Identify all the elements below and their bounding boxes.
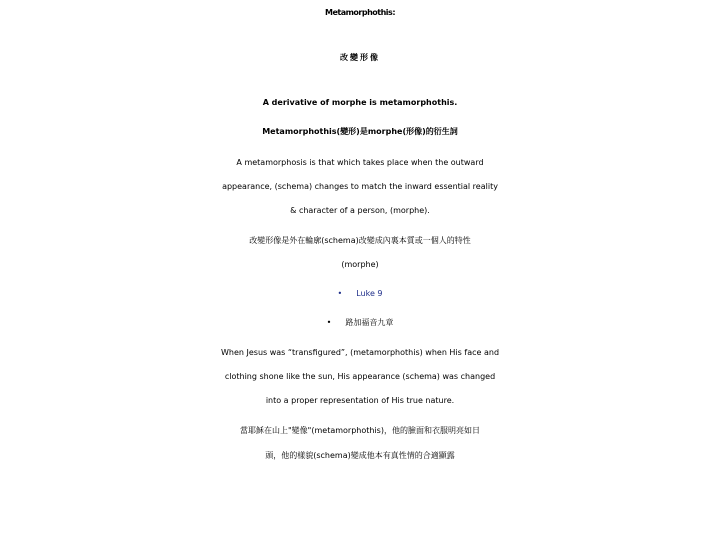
paragraph-1-line-2: appearance, (schema) changes to match the inward essential reality [222,182,498,191]
paragraph-1-line-1: A metamorphosis is that which takes place when the outward [236,158,484,167]
heading-english: A derivative of morphe is metamorphothis. [262,98,458,107]
paragraph-4-line-2: 頭，他的樣貌(schema)變成他本有真性情的合適顯露 [265,451,455,460]
bullet-text: Luke 9 [356,289,383,298]
paragraph-3-line-1: When Jesus was “transfigured”, (metamorphothis) when His face and [220,348,500,357]
bullet-luke-9 [0,289,720,298]
paragraph-3-line-3: into a proper representation of His true nature. [265,396,455,405]
bullet-marker: • [337,289,343,298]
paragraph-3-line-2: clothing shone like the sun, His appearance (schema) was changed [224,372,496,381]
heading-mixed: Metamorphothis(變形)是morphe(形像)的衍生詞 [262,127,458,136]
slide-title-chinese: 改變形像 [340,53,380,62]
bullet-text: 路加福音九章 [345,318,394,327]
paragraph-2-line-1: 改變形像是外在輪廓(schema)改變成內裏本質或一個人的特性 [249,236,471,245]
paragraph-2-line-2: (morphe) [341,260,379,269]
bullet-luke-9-chinese [0,317,720,328]
paragraph-4-line-1: 當耶穌在山上"變像"(metamorphothis)，他的臉面和衣服明亮如日 [240,426,480,435]
paragraph-1-line-3: & character of a person, (morphe). [290,206,430,215]
slide-title: Metamorphothis: [324,8,396,17]
bullet-marker: • [326,318,332,327]
